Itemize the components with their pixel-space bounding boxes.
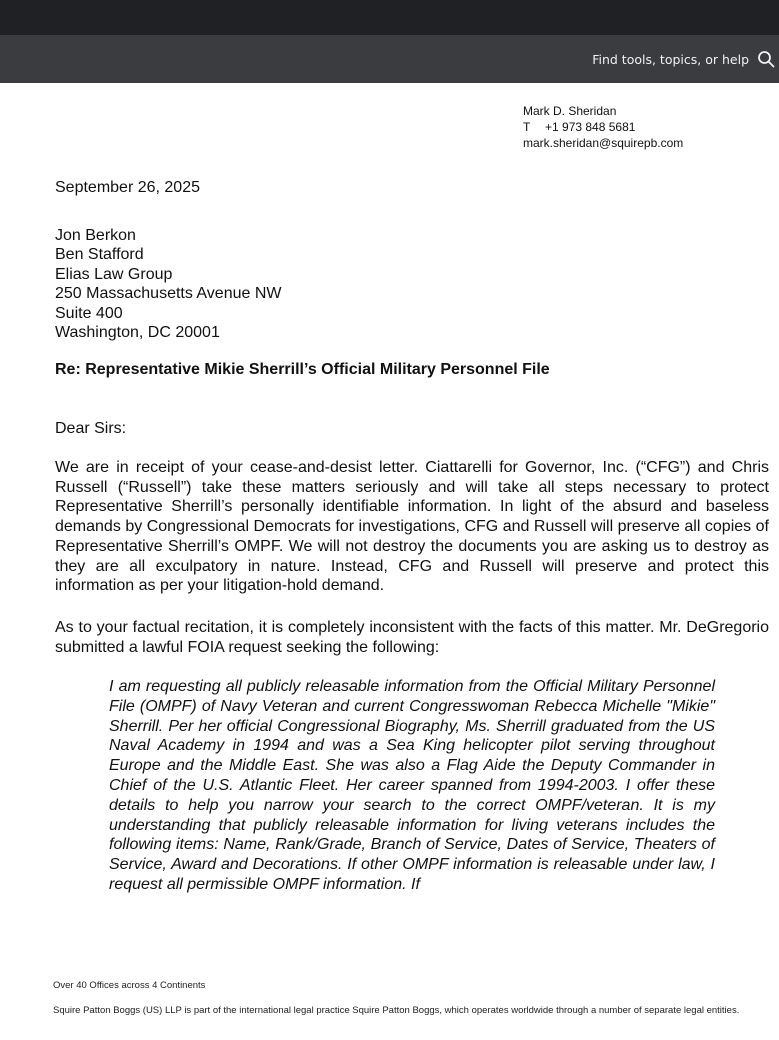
search-label: Find tools, topics, or help <box>592 51 749 67</box>
sender-phone-row <box>523 119 683 135</box>
subject-line: Re: Representative Mikie Sherrill’s Official Military Personnel File <box>55 361 550 378</box>
recipient-line: Elias Law Group <box>55 265 173 283</box>
window-top-bar <box>0 0 779 35</box>
foia-request-quote: I am requesting all publicly releasable information from the Official Military Personnel File (OMPF) of Navy Veteran and current Congresswoman Rebecca Michelle "Mikie" Sherrill. Per her official Congressional Biography, Ms. Sherrill graduated from the US Naval Academy in 1994 and was a Sea King helicopter pilot serving throughout Europe and the Middle East. She was also a Flag Aide the Deputy Commander in Chief of the U.S. Atlantic Fleet. Her career spanned from 1994-2003. I offer these details to help you narrow your search to the correct OMPF/veteran. It is my understanding that publicly releasable information for living veterans includes the following items: Name, Rank/Grade, Branch of Service, Dates of Service, Theaters of Service, Award and Decorations. If other OMPF information is releasable under law, I request all permissible OMPF information. If <box>109 678 715 893</box>
recipient-line: Washington, DC 20001 <box>55 324 220 342</box>
document-page <box>0 83 779 1040</box>
letter-date: September 26, 2025 <box>55 179 200 196</box>
recipient-line: 250 Massachusetts Avenue NW <box>55 285 282 303</box>
find-tools-search[interactable] <box>592 35 775 83</box>
recipient-line: Suite 400 <box>55 304 123 322</box>
search-icon[interactable] <box>757 50 775 68</box>
sender-name: Mark D. Sheridan <box>523 104 617 118</box>
footer-legal: Squire Patton Boggs (US) LLP is part of the international legal practice Squire Patton Boggs, which operates worldwide through a number of separate legal entities. <box>53 1005 740 1016</box>
sender-email: mark.sheridan@squirepb.com <box>523 136 684 150</box>
body-paragraph: As to your factual recitation, it is completely inconsistent with the facts of this matter. Mr. DeGregorio submitted a lawful FOIA request seeking the following: <box>55 619 769 656</box>
sender-phone-label: T <box>523 120 531 134</box>
recipient-address <box>55 226 282 342</box>
footer-offices: Over 40 Offices across 4 Continents <box>53 980 206 991</box>
salutation: Dear Sirs: <box>55 420 127 437</box>
recipient-line: Jon Berkon <box>55 227 136 244</box>
viewer-toolbar <box>0 35 779 83</box>
sender-phone: +1 973 848 5681 <box>545 120 636 134</box>
recipient-line: Ben Stafford <box>55 246 144 264</box>
sender-block <box>523 103 683 151</box>
body-paragraph: We are in receipt of your cease-and-desist letter. Ciattarelli for Governor, Inc. (“CFG”) and Chris Russell (“Russell”) take these matters seriously and will take all steps necessary to protect Representative Sherrill’s personally identifiable information. In light of the absurd and baseless demands by Congressional Democrats for investigations, CFG and Russell will preserve all copies of Representative Sherrill’s OMPF. We will not destroy the documents you are asking us to destroy as they are all exculpatory in nature. Instead, CFG and Russell will preserve and protect this information as per your litigation-hold demand. <box>55 459 769 595</box>
